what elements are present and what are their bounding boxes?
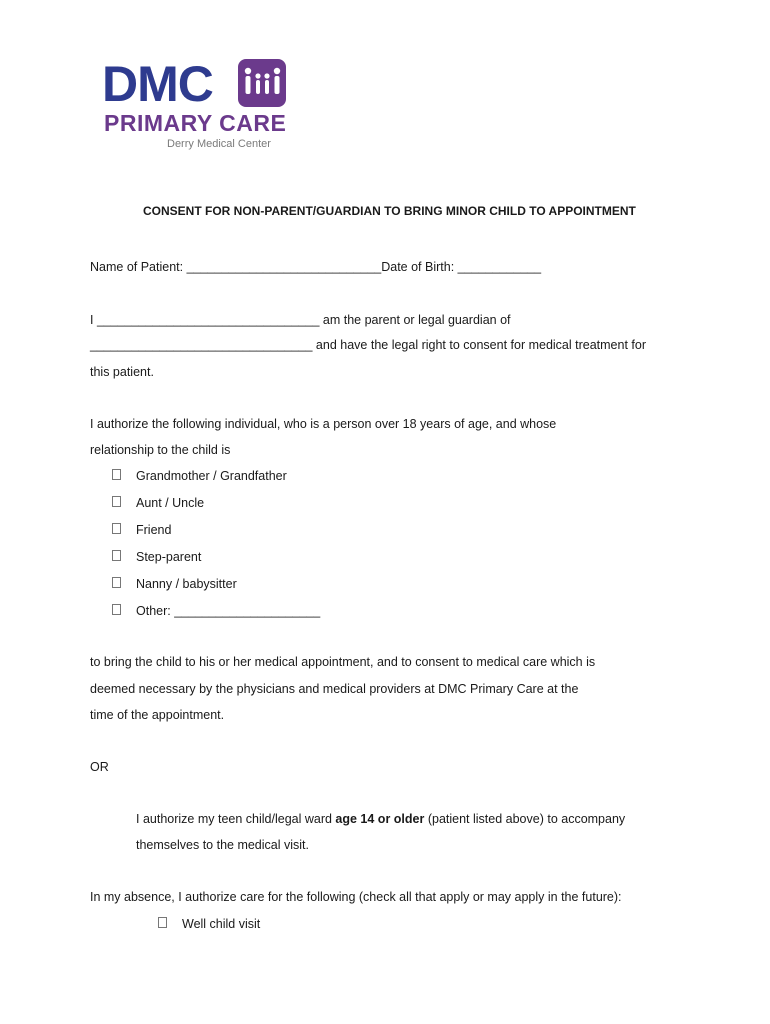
authorize-line-1: I authorize the following individual, who is a person over 18 years of age, and whose <box>90 417 557 431</box>
option-aunt-uncle-label: Aunt / Uncle <box>136 496 205 510</box>
teen-line-1 <box>136 811 625 827</box>
bring-line-1: to bring the child to his or her medical appointment, and to consent to medical care which is <box>90 655 596 669</box>
checkbox-step-parent[interactable] <box>112 550 121 561</box>
teen-line-1-post: (patient listed above) to accompany <box>424 812 626 826</box>
dmc-logo <box>100 55 300 155</box>
option-grandparent-label: Grandmother / Grandfather <box>136 469 287 483</box>
form-title: CONSENT FOR NON-PARENT/GUARDIAN TO BRING MINOR CHILD TO APPOINTMENT <box>143 204 636 218</box>
teen-age-bold: age 14 or older <box>335 812 425 826</box>
checkbox-grandparent[interactable] <box>112 469 121 480</box>
teen-line-2: themselves to the medical visit. <box>136 838 309 852</box>
option-step-parent-label: Step-parent <box>136 550 202 564</box>
teen-line-1-pre: I authorize my teen child/legal ward <box>136 812 336 826</box>
absence-line: In my absence, I authorize care for the following (check all that apply or may apply in the future): <box>90 890 622 904</box>
checkbox-well-child-visit[interactable] <box>158 917 167 928</box>
option-other-label: Other: _____________________ <box>136 604 321 618</box>
checkbox-other[interactable] <box>112 604 121 615</box>
logo-brand: DMC <box>102 56 213 112</box>
bring-line-2: deemed necessary by the physicians and medical providers at DMC Primary Care at the <box>90 682 579 696</box>
option-friend-label: Friend <box>136 523 172 537</box>
care-well-child-label: Well child visit <box>182 917 261 931</box>
guardian-line-2: ________________________________ and have the legal right to consent for medical treatment for <box>90 338 646 352</box>
patient-name-dob-line: Name of Patient: ____________________________Date of Birth: ____________ <box>90 260 542 274</box>
logo-primary-care: PRIMARY CARE <box>104 110 287 136</box>
logo-family-icon <box>238 59 286 107</box>
guardian-line-3: this patient. <box>90 365 154 379</box>
authorize-line-2: relationship to the child is <box>90 443 231 457</box>
guardian-line-1: I ________________________________ am the parent or legal guardian of <box>90 313 511 327</box>
logo-subtitle: Derry Medical Center <box>167 138 271 150</box>
checkbox-nanny[interactable] <box>112 577 121 588</box>
or-separator: OR <box>90 760 109 774</box>
option-nanny-label: Nanny / babysitter <box>136 577 237 591</box>
bring-line-3: time of the appointment. <box>90 708 225 722</box>
checkbox-aunt-uncle[interactable] <box>112 496 121 507</box>
family-figures-icon <box>238 59 286 107</box>
checkbox-friend[interactable] <box>112 523 121 534</box>
